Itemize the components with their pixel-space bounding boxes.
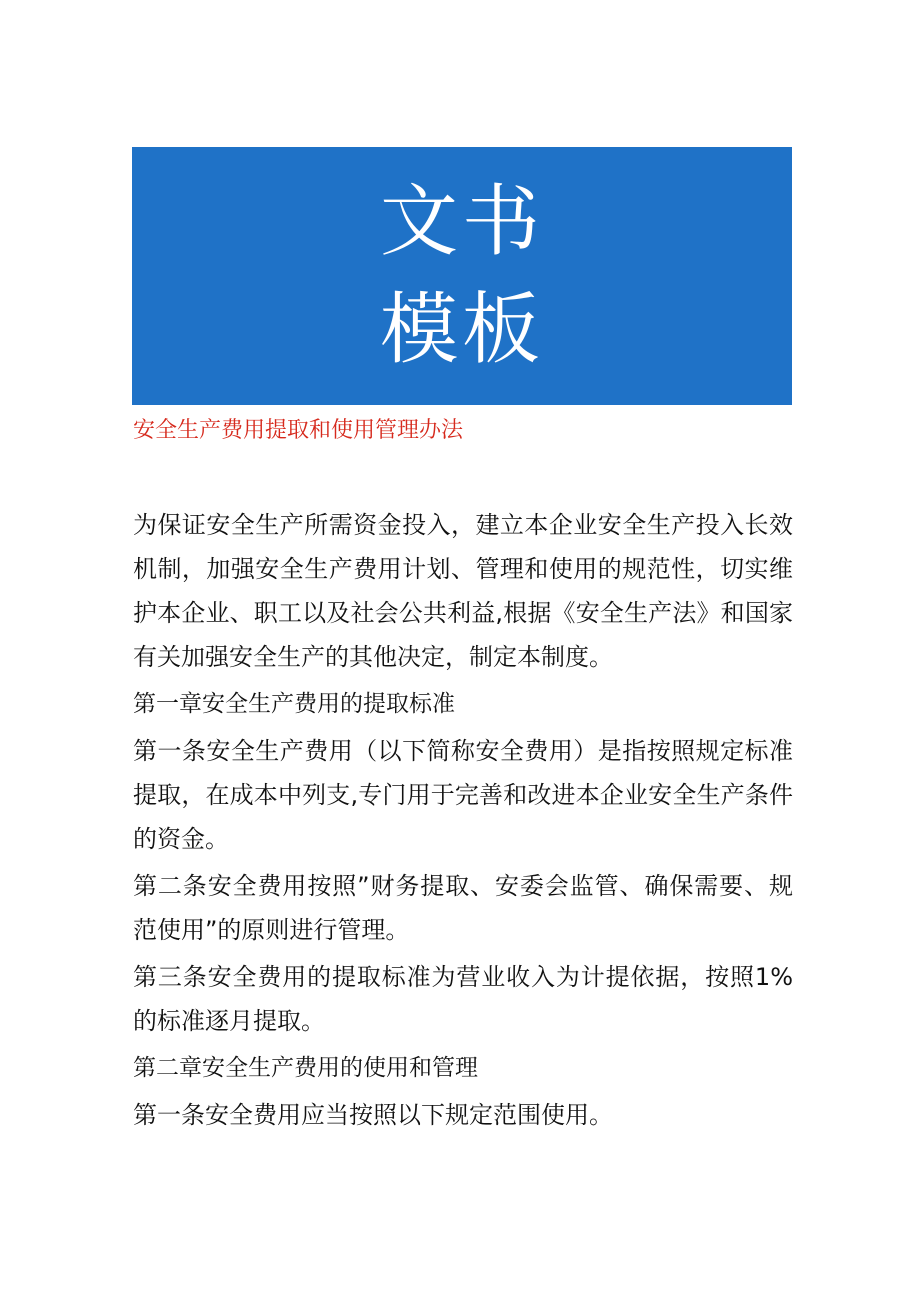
banner-title-line-1: 文书: [379, 177, 544, 267]
banner-title-line-2: 模板: [379, 285, 544, 375]
chapter-1-heading: 第一章安全生产费用的提取标准: [133, 691, 455, 717]
document-body: [133, 503, 793, 1140]
chapter-2-heading: 第二章安全生产费用的使用和管理: [133, 1055, 478, 1081]
article-2-paragraph: 第二条安全费用按照”财务提取、安委会监管、确保需要、规范使用”的原则进行管理。: [133, 872, 793, 944]
chapter-2-article-1-paragraph: 第一条安全费用应当按照以下规定范围使用。: [133, 1101, 613, 1129]
intro-paragraph: 为保证安全生产所需资金投入，建立本企业安全生产投入长效机制，加强安全生产费用计划、管理和使用的规范性，切实维护本企业、职工以及社会公共利益,根据《安全生产法》和国家有关加强安全生产的其他决定，制定本制度。: [133, 511, 793, 671]
article-3-paragraph: 第三条安全费用的提取标准为营业收入为计提依据，按照1%的标准逐月提取。: [133, 963, 793, 1035]
article-1-paragraph: 第一条安全生产费用（以下简称安全费用）是指按照规定标准提取，在成本中列支,专门用于完善和改进本企业安全生产条件的资金。: [133, 737, 793, 853]
document-title: 安全生产费用提取和使用管理办法: [133, 418, 464, 443]
cover-banner: [132, 147, 792, 405]
